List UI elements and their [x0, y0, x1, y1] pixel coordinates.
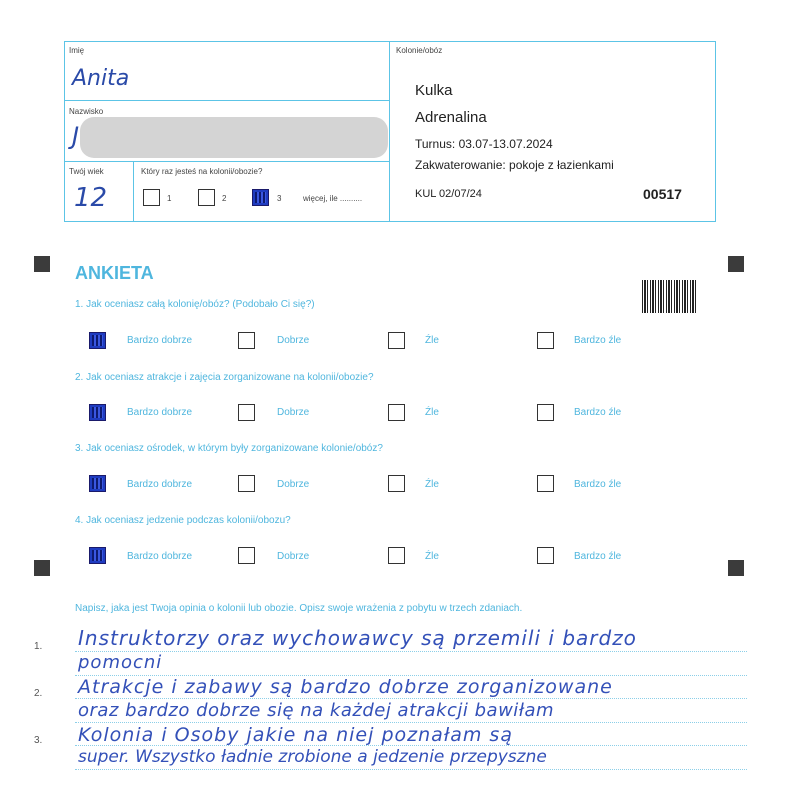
times-option-1: 1	[167, 194, 172, 203]
q1-option-label-2: Dobrze	[277, 335, 310, 346]
question-1-text: 1. Jak oceniasz całą kolonię/obóz? (Podobało Ci się?)	[75, 299, 315, 310]
q4-option-bardzo-zle[interactable]	[537, 547, 554, 564]
q2-option-label-4: Bardzo źle	[574, 407, 622, 418]
camp-name-1: Kulka	[415, 82, 453, 99]
writing-line	[75, 698, 747, 699]
q4-option-label-2: Dobrze	[277, 551, 310, 562]
opinion-prompt: Napisz, jaka jest Twoja opinia o kolonii lub obozie. Opisz swoje wrażenia z pobytu w trzech zdaniach.	[75, 603, 523, 614]
q3-option-dobrze[interactable]	[238, 475, 255, 492]
times-checkbox-1[interactable]	[143, 189, 160, 206]
q1-option-label-4: Bardzo źle	[574, 335, 622, 346]
q1-option-label-3: Źle	[425, 335, 439, 346]
registration-marker	[728, 256, 744, 272]
times-option-3: 3	[277, 194, 282, 203]
q1-option-dobrze[interactable]	[238, 332, 255, 349]
q3-option-label-2: Dobrze	[277, 479, 310, 490]
redaction-block	[80, 117, 388, 158]
camp-name-2: Adrenalina	[415, 109, 487, 126]
age-label: Twój wiek	[69, 167, 104, 176]
q3-option-label-3: Źle	[425, 479, 439, 490]
times-checkbox-2[interactable]	[198, 189, 215, 206]
handwritten-line-2[interactable]: pomocni	[78, 652, 163, 673]
turnus-text: Turnus: 03.07-13.07.2024	[415, 137, 553, 151]
q2-option-dobrze[interactable]	[238, 404, 255, 421]
question-3-text: 3. Jak oceniasz ośrodek, w którym były zorganizowane kolonie/obóz?	[75, 443, 383, 454]
q3-option-bardzo-zle[interactable]	[537, 475, 554, 492]
writing-line	[75, 769, 747, 770]
age-value[interactable]: 12	[74, 183, 108, 213]
q4-option-zle[interactable]	[388, 547, 405, 564]
registration-marker	[34, 256, 50, 272]
surname-value[interactable]: J	[72, 122, 80, 150]
q4-option-label-1: Bardzo dobrze	[127, 551, 193, 562]
camp-label: Kolonie/obóz	[396, 46, 443, 55]
q2-option-bardzo-dobrze[interactable]	[89, 404, 106, 421]
q4-option-label-4: Bardzo źle	[574, 551, 622, 562]
q1-option-label-1: Bardzo dobrze	[127, 335, 193, 346]
registration-marker	[34, 560, 50, 576]
line-number-1: 1.	[34, 641, 43, 652]
q4-option-dobrze[interactable]	[238, 547, 255, 564]
q2-option-bardzo-zle[interactable]	[537, 404, 554, 421]
q2-option-label-1: Bardzo dobrze	[127, 407, 193, 418]
surname-label: Nazwisko	[69, 107, 104, 116]
question-2-text: 2. Jak oceniasz atrakcje i zajęcia zorganizowane na kolonii/obozie?	[75, 372, 374, 383]
q1-option-bardzo-zle[interactable]	[537, 332, 554, 349]
camp-code: KUL 02/07/24	[415, 188, 482, 200]
line-number-3: 3.	[34, 735, 43, 746]
times-checkbox-3[interactable]	[252, 189, 269, 206]
q1-option-bardzo-dobrze[interactable]	[89, 332, 106, 349]
accommodation-text: Zakwaterowanie: pokoje z łazienkami	[415, 158, 614, 172]
q3-option-label-1: Bardzo dobrze	[127, 479, 193, 490]
q3-option-zle[interactable]	[388, 475, 405, 492]
q4-option-label-3: Źle	[425, 551, 439, 562]
times-label: Który raz jesteś na kolonii/obozie?	[141, 167, 263, 176]
q1-option-zle[interactable]	[388, 332, 405, 349]
survey-title: ANKIETA	[75, 263, 154, 283]
q2-option-label-2: Dobrze	[277, 407, 310, 418]
question-4-text: 4. Jak oceniasz jedzenie podczas kolonii/obozu?	[75, 515, 291, 526]
writing-line	[75, 651, 747, 652]
name-label: Imię	[69, 46, 85, 55]
handwritten-line-4[interactable]: oraz bardzo dobrze się na każdej atrakcji bawiłam	[78, 700, 555, 721]
handwritten-line-6[interactable]: super. Wszystko ładnie zrobione a jedzenie przepyszne	[78, 747, 547, 767]
barcode	[642, 280, 696, 313]
times-option-2: 2	[222, 194, 227, 203]
name-value[interactable]: Anita	[72, 66, 130, 91]
writing-line	[75, 722, 747, 723]
line-number-2: 2.	[34, 688, 43, 699]
q4-option-bardzo-dobrze[interactable]	[89, 547, 106, 564]
handwritten-line-1[interactable]: Instruktorzy oraz wychowawcy są przemili i bardzo	[78, 626, 637, 650]
form-number: 00517	[643, 186, 682, 202]
registration-marker	[728, 560, 744, 576]
q2-option-zle[interactable]	[388, 404, 405, 421]
q3-option-label-4: Bardzo źle	[574, 479, 622, 490]
q3-option-bardzo-dobrze[interactable]	[89, 475, 106, 492]
times-more-label: więcej, ile ..........	[303, 194, 363, 203]
handwritten-line-5[interactable]: Kolonia i Osoby jakie na niej poznałam są	[78, 724, 513, 746]
q2-option-label-3: Źle	[425, 407, 439, 418]
handwritten-line-3[interactable]: Atrakcje i zabawy są bardzo dobrze zorganizowane	[78, 676, 613, 698]
